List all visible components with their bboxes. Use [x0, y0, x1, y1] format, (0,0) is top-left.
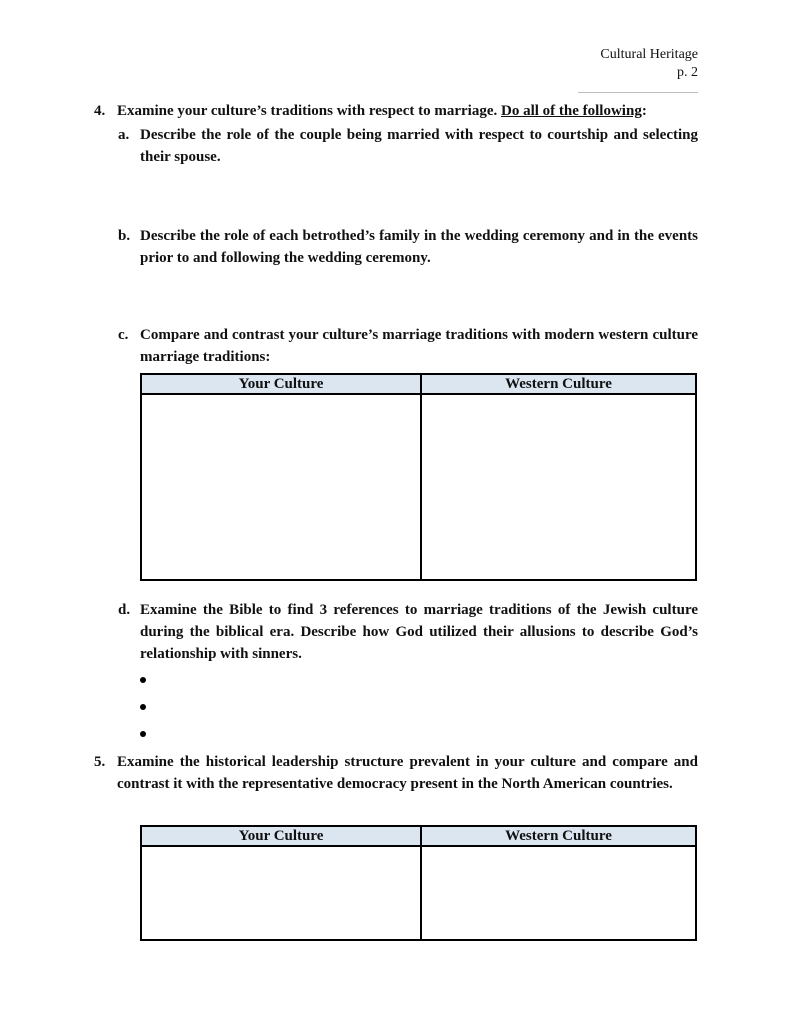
instruction-emphasis: Do all of the following [500, 103, 642, 119]
item-letter: d. [118, 602, 131, 618]
column-header-western-culture: Western Culture [421, 826, 696, 846]
column-header-your-culture: Your Culture [141, 826, 421, 846]
western-culture-answer-cell[interactable] [421, 846, 696, 940]
question-text: Examine your culture’s traditions with respect to marriage. Do all of the following: [117, 103, 647, 119]
question-4b [118, 225, 698, 269]
column-header-western-culture: Western Culture [421, 374, 696, 394]
header-divider [578, 92, 698, 93]
item-text: Compare and contrast your culture’s marriage traditions with modern western culture marriage traditions: [140, 327, 698, 365]
marriage-comparison-table [140, 373, 697, 581]
question-4d [118, 599, 698, 665]
question-5 [94, 751, 698, 795]
page-number: p. 2 [677, 65, 698, 80]
bullet-point [140, 677, 146, 683]
bullet-point [140, 731, 146, 737]
question-number: 5. [94, 754, 106, 770]
question-4a [118, 124, 698, 168]
leadership-comparison-table [140, 825, 697, 941]
item-text: Describe the role of the couple being married with respect to courtship and selecting their spouse. [140, 127, 698, 165]
western-culture-answer-cell[interactable] [421, 394, 696, 580]
question-text: Examine the historical leadership structure prevalent in your culture and compare and contrast it with the representative democracy present in the North American countries. [117, 754, 698, 792]
item-letter: a. [118, 127, 130, 143]
item-letter: b. [118, 228, 131, 244]
question-4 [94, 100, 698, 122]
document-title: Cultural Heritage [600, 47, 698, 62]
question-number: 4. [94, 103, 106, 119]
item-text: Describe the role of each betrothed’s family in the wedding ceremony and in the events prior to and following the wedding ceremony. [140, 228, 698, 266]
item-text: Examine the Bible to find 3 references to marriage traditions of the Jewish culture during the biblical era. Describe how God utilized their allusions to describe God’s relationship with sinners. [140, 602, 698, 662]
item-letter: c. [118, 327, 129, 343]
your-culture-answer-cell[interactable] [141, 394, 421, 580]
question-4c [118, 324, 698, 368]
bullet-point [140, 704, 146, 710]
page-header [600, 46, 698, 82]
column-header-your-culture: Your Culture [141, 374, 421, 394]
your-culture-answer-cell[interactable] [141, 846, 421, 940]
